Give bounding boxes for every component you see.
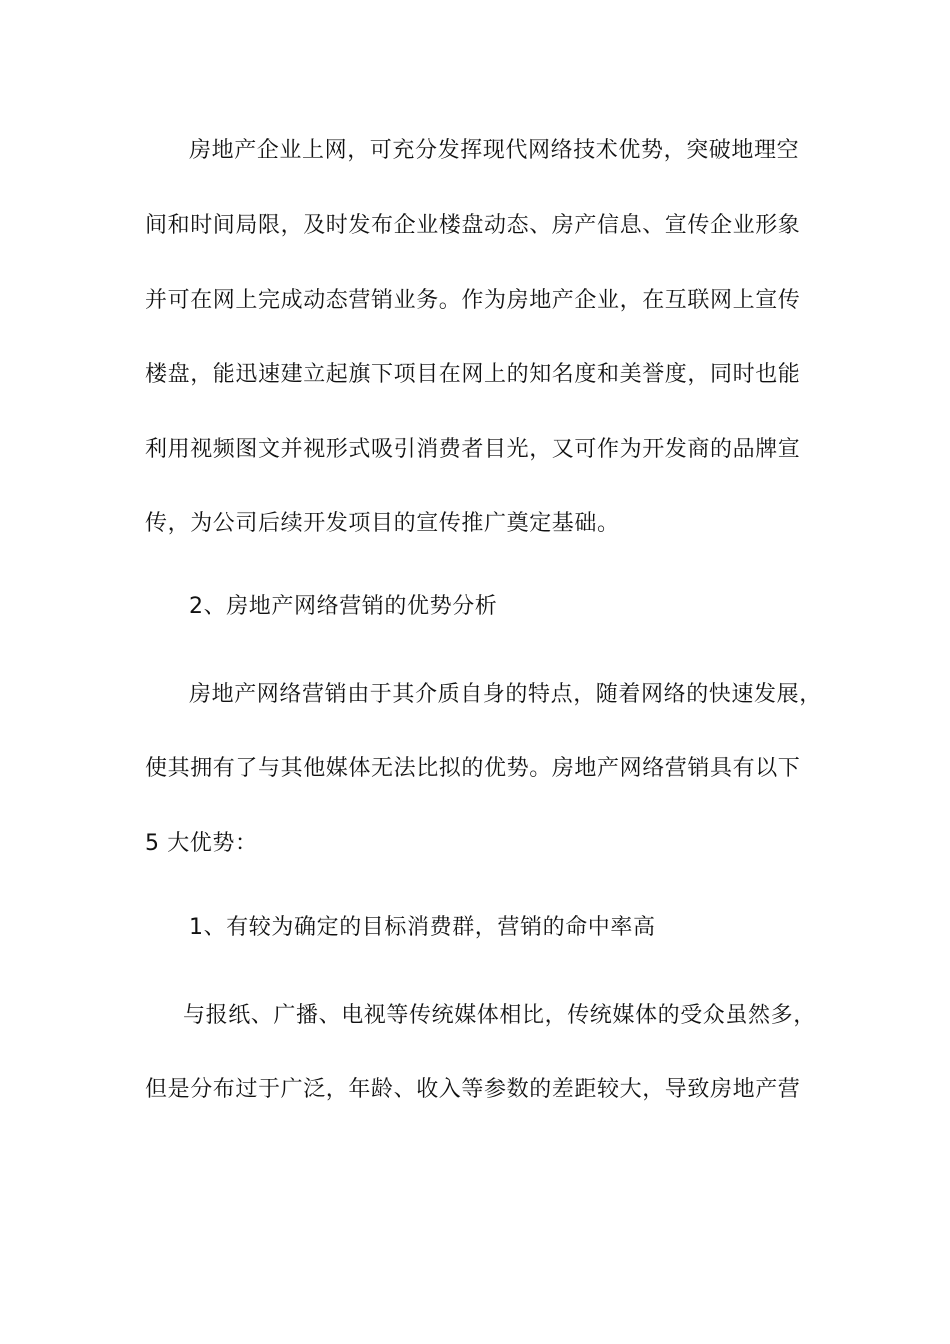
paragraph-2-line-1: 房地产网络营销由于其介质自身的特点，随着网络的快速发展， [189,682,822,707]
subheading-1: 1、有较为确定的目标消费群，营销的命中率高 [189,915,656,940]
paragraph-1-line-4: 楼盘，能迅速建立起旗下项目在网上的知名度和美誉度，同时也能 [145,362,801,387]
paragraph-3-line-2: 但是分布过于广泛，年龄、收入等参数的差距较大，导致房地产营 [145,1077,801,1102]
paragraph-1-line-2: 间和时间局限，及时发布企业楼盘动态、房产信息、宣传企业形象 [145,213,801,238]
paragraph-3-line-1: 与报纸、广播、电视等传统媒体相比，传统媒体的受众虽然多， [183,1003,816,1028]
paragraph-2-line-3: 5 大优势： [145,831,258,856]
paragraph-1-line-5: 利用视频图文并视形式吸引消费者目光，又可作为开发商的品牌宣 [145,437,801,462]
paragraph-1-line-1: 房地产企业上网，可充分发挥现代网络技术优势，突破地理空 [189,138,800,163]
section-heading-2: 2、房地产网络营销的优势分析 [189,594,498,619]
paragraph-1-line-6: 传，为公司后续开发项目的宣传推广奠定基础。 [145,511,620,536]
paragraph-2-line-2: 使其拥有了与其他媒体无法比拟的优势。房地产网络营销具有以下 [145,756,801,781]
paragraph-1-line-3: 并可在网上完成动态营销业务。作为房地产企业，在互联网上宣传 [145,288,801,313]
